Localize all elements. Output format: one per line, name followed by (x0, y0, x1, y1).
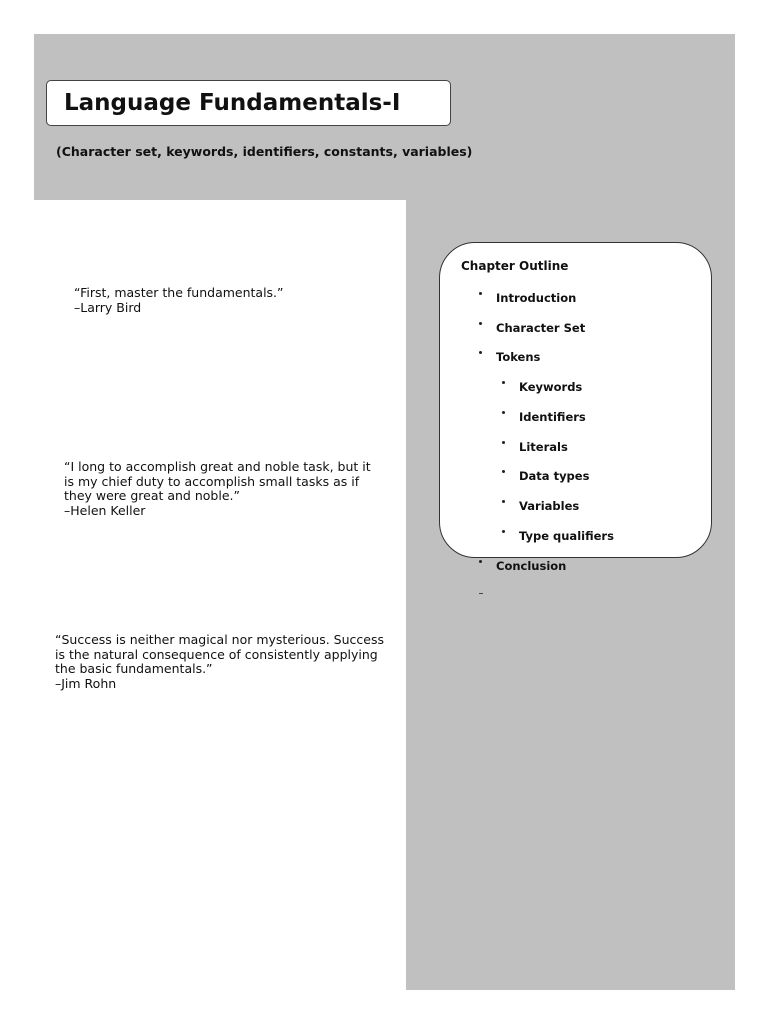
bullet-icon (502, 530, 505, 533)
page-subtitle: (Character set, keywords, identifiers, constants, variables) (56, 144, 473, 159)
outline-item-introduction (479, 290, 576, 306)
quote-author: –Helen Keller (64, 502, 146, 518)
outline-item-label: Variables (519, 499, 580, 513)
page-title: Language Fundamentals-I (64, 90, 401, 116)
bullet-icon (502, 470, 505, 473)
outline-item-character-set (479, 320, 585, 336)
bullet-icon (502, 411, 505, 414)
quote-line: “I long to accomplish great and noble task, but it (64, 459, 371, 474)
outline-item-label: Keywords (519, 380, 583, 394)
quote-jim-rohn (55, 633, 384, 691)
quote-line: “First, master the fundamentals.” (74, 285, 284, 300)
outline-item-label: Character Set (496, 321, 586, 335)
outline-item-variables (502, 498, 579, 514)
bullet-icon (502, 381, 505, 384)
outline-item-label: Conclusion (496, 559, 567, 573)
outline-item-label: Type qualifiers (519, 529, 614, 543)
quote-author: –Jim Rohn (55, 675, 117, 691)
bullet-icon (502, 500, 505, 503)
outline-item-conclusion (479, 558, 566, 574)
chapter-outline-title: Chapter Outline (461, 259, 569, 273)
quote-line: they were great and noble.” (64, 488, 240, 503)
stray-mark (479, 593, 483, 594)
quote-line: the basic fundamentals.” (55, 661, 213, 676)
quote-line: is the natural consequence of consistently applying (55, 646, 378, 662)
bullet-icon (502, 441, 505, 444)
bullet-icon (479, 322, 482, 325)
outline-item-literals (502, 439, 568, 455)
outline-item-label: Identifiers (519, 410, 586, 424)
quote-larry-bird (74, 286, 284, 315)
outline-item-keywords (502, 379, 582, 395)
outline-item-label: Tokens (496, 350, 541, 364)
bullet-icon (479, 351, 482, 354)
outline-item-type-qualifiers (502, 528, 614, 544)
outline-item-label: Introduction (496, 291, 577, 305)
outline-item-label: Data types (519, 469, 590, 483)
quote-author: –Larry Bird (74, 299, 142, 315)
outline-item-tokens (479, 349, 540, 365)
bullet-icon (479, 560, 482, 563)
bullet-icon (479, 292, 482, 295)
outline-item-data-types (502, 468, 589, 484)
outline-item-identifiers (502, 409, 586, 425)
outline-item-label: Literals (519, 440, 568, 454)
quote-helen-keller (64, 460, 371, 518)
quote-line: “Success is neither magical nor mysterious. Success (55, 632, 384, 647)
quote-line: is my chief duty to accomplish small tasks as if (64, 473, 360, 489)
